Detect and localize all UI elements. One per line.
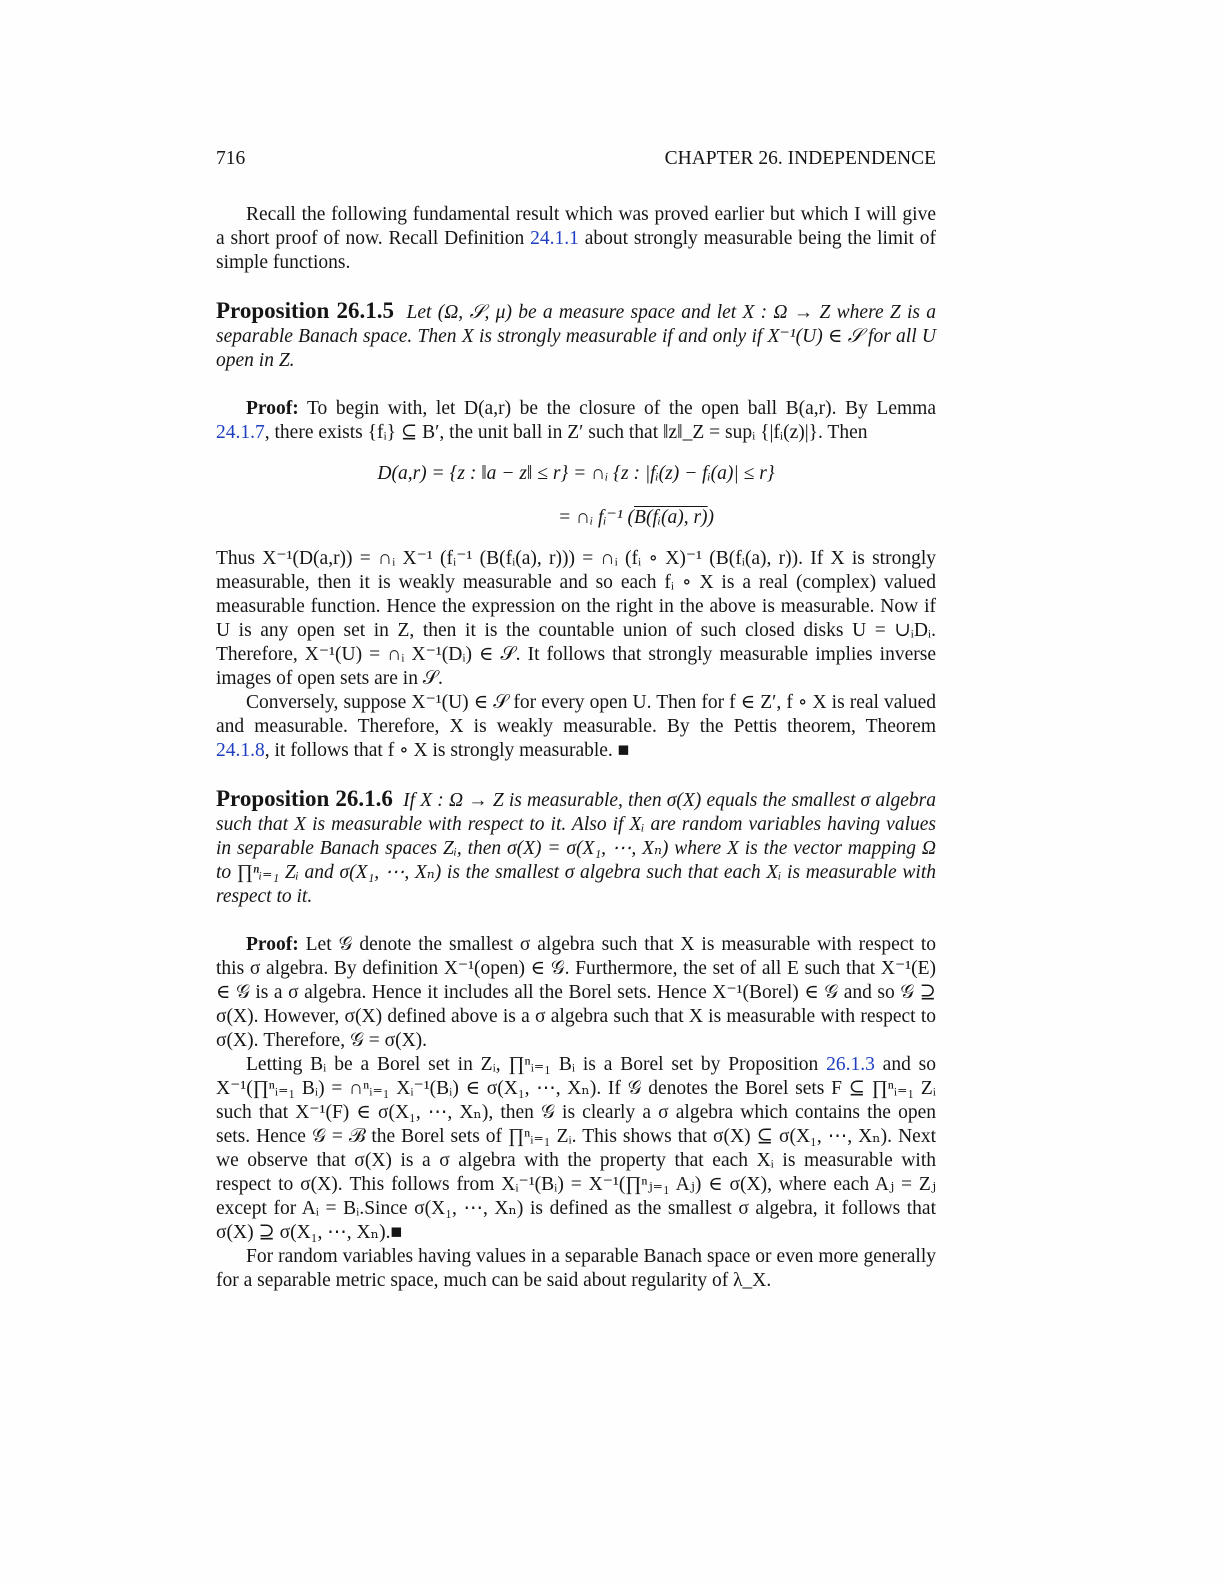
definition-link[interactable]: 24.1.1	[530, 228, 579, 249]
proof-paragraph: Proof: Let 𝒢 denote the smallest σ algebra such that X is measurable with respect to this σ algebra. By definition X⁻¹(open) ∈ 𝒢. Furthermore, the set of all E such that X⁻¹(E) ∈ 𝒢 is a σ algebra. Hence it includes all the Borel sets. Hence X⁻¹(Borel) ∈ 𝒢 and so 𝒢 ⊇ σ(X). However, σ(X) defined above is a σ algebra such that X is measurable with respect to σ(X). Therefore, 𝒢 = σ(X).	[216, 934, 936, 1051]
borel-paragraph: Letting Bᵢ be a Borel set in Zᵢ, ∏ⁿᵢ₌₁ Bᵢ is a Borel set by Proposition 26.1.3 and so X⁻¹(∏ⁿᵢ₌₁ Bᵢ) = ∩ⁿᵢ₌₁ Xᵢ⁻¹(Bᵢ) ∈ σ(X₁, ⋯, Xₙ). If 𝒢 denotes the Borel sets F ⊆ ∏ⁿᵢ₌₁ Zᵢ such that X⁻¹(F) ∈ σ(X₁, ⋯, Xₙ), then 𝒢 is clearly a σ algebra which contains the open sets. Hence 𝒢 = ℬ the Borel sets of ∏ⁿᵢ₌₁ Zᵢ. This shows that σ(X) ⊆ σ(X₁, ⋯, Xₙ). Next we observe that σ(X) is a σ algebra with the property that each Xᵢ is measurable with respect to σ(X). This follows from Xᵢ⁻¹(Bᵢ) = X⁻¹(∏ⁿⱼ₌₁ Aⱼ) ∈ σ(X), where each Aⱼ = Zⱼ except for Aᵢ = Bᵢ.Since σ(X₁, ⋯, Xₙ) is defined as the smallest σ algebra, it follows that σ(X) ⊇ σ(X₁, ⋯, Xₙ).■	[216, 1054, 937, 1243]
proposition-statement: If X : Ω → Z is measurable, then σ(X) equals the smallest σ algebra such that X is measurable with respect to it. Also if Xᵢ are random variables having values in separable Banach spaces Zᵢ, then σ(X) = σ(X₁, ⋯, Xₙ) where X is the vector mapping Ω to ∏ⁿᵢ₌₁ Zᵢ and σ(X₁, ⋯, Xₙ) is the smallest σ algebra such that each Xᵢ is measurable with respect to it.	[216, 790, 936, 907]
running-head: CHAPTER 26. INDEPENDENCE	[664, 148, 936, 169]
intro-paragraph: Recall the following fundamental result which was proved earlier but which I will give a short proof of now. Recall Definition 24.1.1 about strongly measurable being the limit of simple functions.	[216, 204, 936, 273]
display-equation-2: = ∩ᵢ fᵢ⁻¹ (B(fᵢ(a), r))	[557, 507, 715, 528]
theorem-link[interactable]: 24.1.8	[216, 740, 265, 761]
proposition-statement: Let (Ω, 𝒮, μ) be a measure space and let X : Ω → Z where Z is a separable Banach space. Then X is strongly measurable if and only if X⁻¹(U) ∈ 𝒮 for all U open in Z.	[216, 302, 936, 371]
proposition-title: Proposition 26.1.5	[216, 298, 394, 323]
page-body	[216, 203, 936, 1293]
page-number: 716	[216, 148, 246, 169]
lemma-link[interactable]: 24.1.7	[216, 422, 265, 443]
closure-bar: B(fᵢ(a), r)	[634, 507, 708, 528]
page-header	[216, 148, 936, 170]
proposition-title: Proposition 26.1.6	[216, 786, 393, 811]
proposition-26-1-6	[216, 787, 936, 909]
converse-paragraph: Conversely, suppose X⁻¹(U) ∈ 𝒮 for every open U. Then for f ∈ Z′, f ∘ X is real valued and measurable. Therefore, X is weakly measurable. By the Pettis theorem, Theorem 24.1.8, it follows that f ∘ X is strongly measurable. ■	[216, 692, 936, 761]
proof-continuation: Thus X⁻¹(D(a,r)) = ∩ᵢ X⁻¹ (fᵢ⁻¹ (B(fᵢ(a), r))) = ∩ᵢ (fᵢ ∘ X)⁻¹ (B(fᵢ(a), r)). If X is strongly measurable, then it is weakly measurable and so each fᵢ ∘ X is a real (complex) valued measurable function. Hence the expression on the right in the above is measurable. Now if U is any open set in Z, then it is the countable union of such closed disks U = ∪ᵢDᵢ. Therefore, X⁻¹(U) = ∩ᵢ X⁻¹(Dᵢ) ∈ 𝒮. It follows that strongly measurable implies inverse images of open sets are in 𝒮.	[216, 548, 936, 689]
display-equation-1: D(a,r) = {z : ‖a − z‖ ≤ r} = ∩ᵢ {z : |fᵢ(z) − fᵢ(a)| ≤ r}	[377, 463, 775, 484]
closing-paragraph: For random variables having values in a separable Banach space or even more generally for a separable metric space, much can be said about regularity of λ_X.	[216, 1246, 936, 1291]
proof-paragraph: Proof: To begin with, let D(a,r) be the closure of the open ball B(a,r). By Lemma 24.1.7, there exists {fᵢ} ⊆ B′, the unit ball in Z′ such that ‖z‖_Z = supᵢ {|fᵢ(z)|}. Then	[216, 398, 936, 443]
proof-label: Proof:	[246, 398, 299, 419]
proposition-26-1-5	[216, 299, 936, 373]
proposition-link[interactable]: 26.1.3	[826, 1054, 875, 1075]
proof-label: Proof:	[246, 934, 299, 955]
